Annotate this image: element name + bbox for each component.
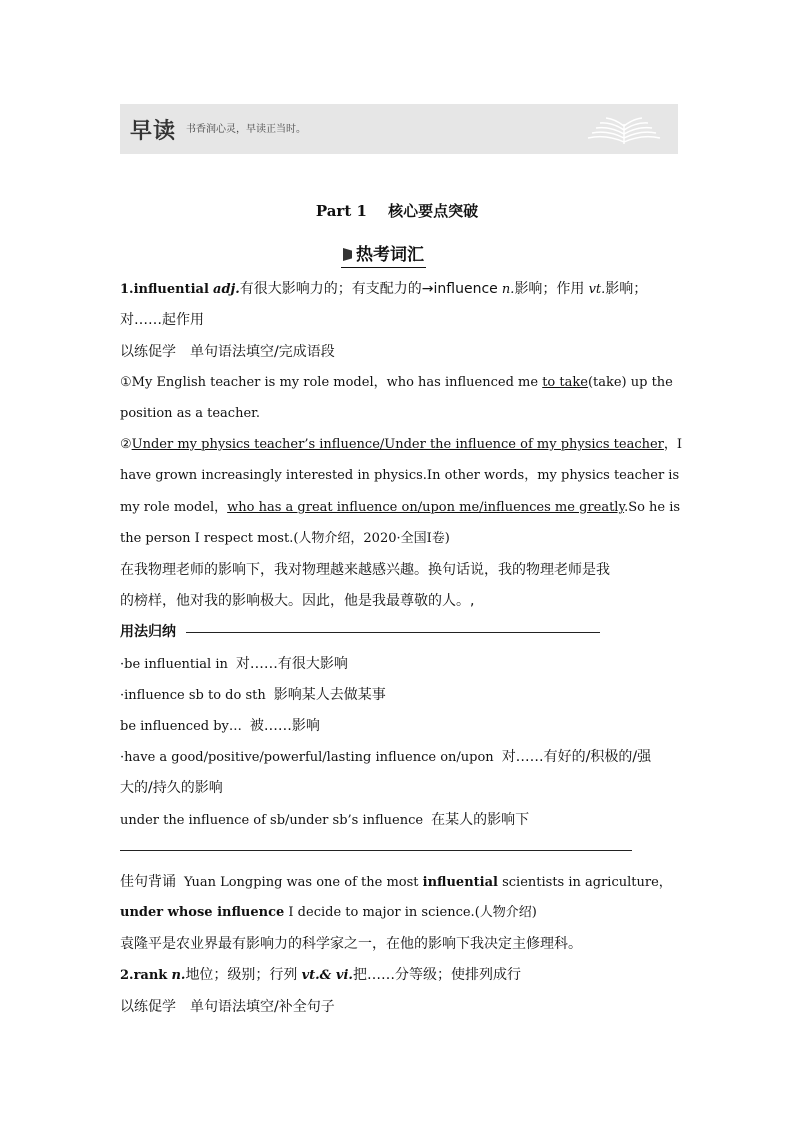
usage-zh: 影响某人去做某事 [273, 687, 386, 703]
translation-line-2: 的榜样，他对我的影响极大。因此，他是我最尊敬的人。, [120, 593, 475, 609]
section-title: 热考词汇 [356, 245, 424, 265]
usage-zh: 对……有好的/积极的/强 [501, 749, 652, 765]
pos-label: vt. [588, 282, 606, 297]
entry-1-word: 1.influential [120, 282, 209, 297]
usage-en: ·be influential in [120, 657, 228, 672]
section-heading [341, 240, 426, 268]
sentence-2-line-3 [120, 498, 680, 518]
usage-zh: 对……有很大影响 [235, 656, 348, 672]
usage-en: under the influence of sb/under sb’s influence [120, 813, 424, 828]
sentence-1 [120, 373, 680, 393]
sentence-text: Yuan Longping was one of the most [184, 875, 423, 890]
sentence-text: ①My English teacher is my role model，who has influenced me [120, 375, 543, 390]
sentence-1-cont: position as a teacher. [120, 406, 261, 421]
sentence-text: .So he is [624, 500, 681, 515]
meaning-text: 把……分等级；使排列成行 [352, 967, 521, 983]
usage-item [120, 685, 680, 706]
section-marker-icon [343, 248, 352, 261]
best-sentence [120, 872, 680, 893]
practice-label-2: 以练促学 单句语法填空/补全句子 [120, 999, 335, 1015]
usage-bottom-divider [120, 850, 632, 851]
sentence-number: ② [120, 437, 132, 452]
answer-text: Under my physics teacher’s influence/Under the influence of my physics teacher [131, 437, 664, 452]
sentence-text: ，I [663, 437, 683, 452]
entry-2-definition [120, 965, 680, 986]
sentence-2-line-4: the person I respect most.(人物介绍，2020·全国Ⅰ卷) [120, 531, 450, 546]
usage-en: ·have a good/positive/powerful/lasting influence on/upon [120, 750, 494, 765]
usage-divider [186, 632, 600, 633]
best-sentence-translation: 袁隆平是农业界最有影响力的科学家之一，在他的影响下我决定主修理科。 [120, 936, 582, 952]
usage-item [120, 654, 680, 675]
meaning-text: 影响；作用 [514, 281, 585, 297]
entry-2-word: 2.rank [120, 968, 168, 983]
usage-item-cont: 大的/持久的影响 [120, 780, 223, 796]
entry-1-definition-cont: 对……起作用 [120, 312, 204, 328]
practice-label: 以练促学 单句语法填空/完成语段 [120, 344, 335, 360]
pos-label: adj. [213, 282, 240, 297]
answer-text: who has a great influence on/upon me/influences me greatly [227, 500, 625, 515]
sentence-2-line-2: have grown increasingly interested in physics.In other words，my physics teacher is [120, 468, 680, 483]
pos-label: vt.& vi. [301, 968, 353, 983]
meaning-text: 地位；级别；行列 [185, 967, 298, 983]
open-book-icon [584, 112, 664, 148]
banner-subtitle: 书香润心灵，早读正当时。 [186, 124, 306, 135]
pos-label: n. [501, 282, 515, 297]
usage-title: 用法归纳 [120, 624, 176, 640]
part-heading: 核心要点突破 [388, 202, 479, 220]
usage-item [120, 810, 680, 831]
header-banner [120, 104, 678, 154]
best-sentence-cont [120, 903, 680, 923]
bold-keyword: under whose influence [120, 905, 285, 920]
best-sentence-label: 佳句背诵 [120, 874, 176, 890]
usage-item [120, 747, 680, 768]
entry-1-definition [120, 279, 680, 300]
translation-line-1: 在我物理老师的影响下，我对物理越来越感兴趣。换句话说，我的物理老师是我 [120, 562, 610, 578]
sentence-text: I decide to major in science.(人物介绍) [284, 905, 537, 920]
sentence-text: (take) up the [587, 375, 673, 390]
part-title [0, 200, 794, 221]
usage-zh: 在某人的影响下 [431, 812, 530, 828]
sentence-text: my role model， [120, 500, 228, 515]
sentence-2 [120, 435, 683, 455]
part-label: Part 1 [315, 202, 367, 220]
meaning-text: 有很大影响力的；有支配力的→influence [239, 281, 498, 297]
sentence-text: scientists in agriculture， [497, 875, 672, 890]
bold-keyword: influential [422, 875, 498, 890]
answer-text: to take [542, 375, 588, 390]
meaning-text: 影响； [605, 281, 648, 297]
pos-label: n. [171, 968, 186, 983]
usage-zh: 被……影响 [249, 718, 320, 734]
banner-title: 早读 [130, 119, 177, 144]
usage-en: ·influence sb to do sth [120, 688, 266, 703]
usage-en: be influenced by… [120, 719, 242, 734]
usage-item [120, 716, 680, 737]
